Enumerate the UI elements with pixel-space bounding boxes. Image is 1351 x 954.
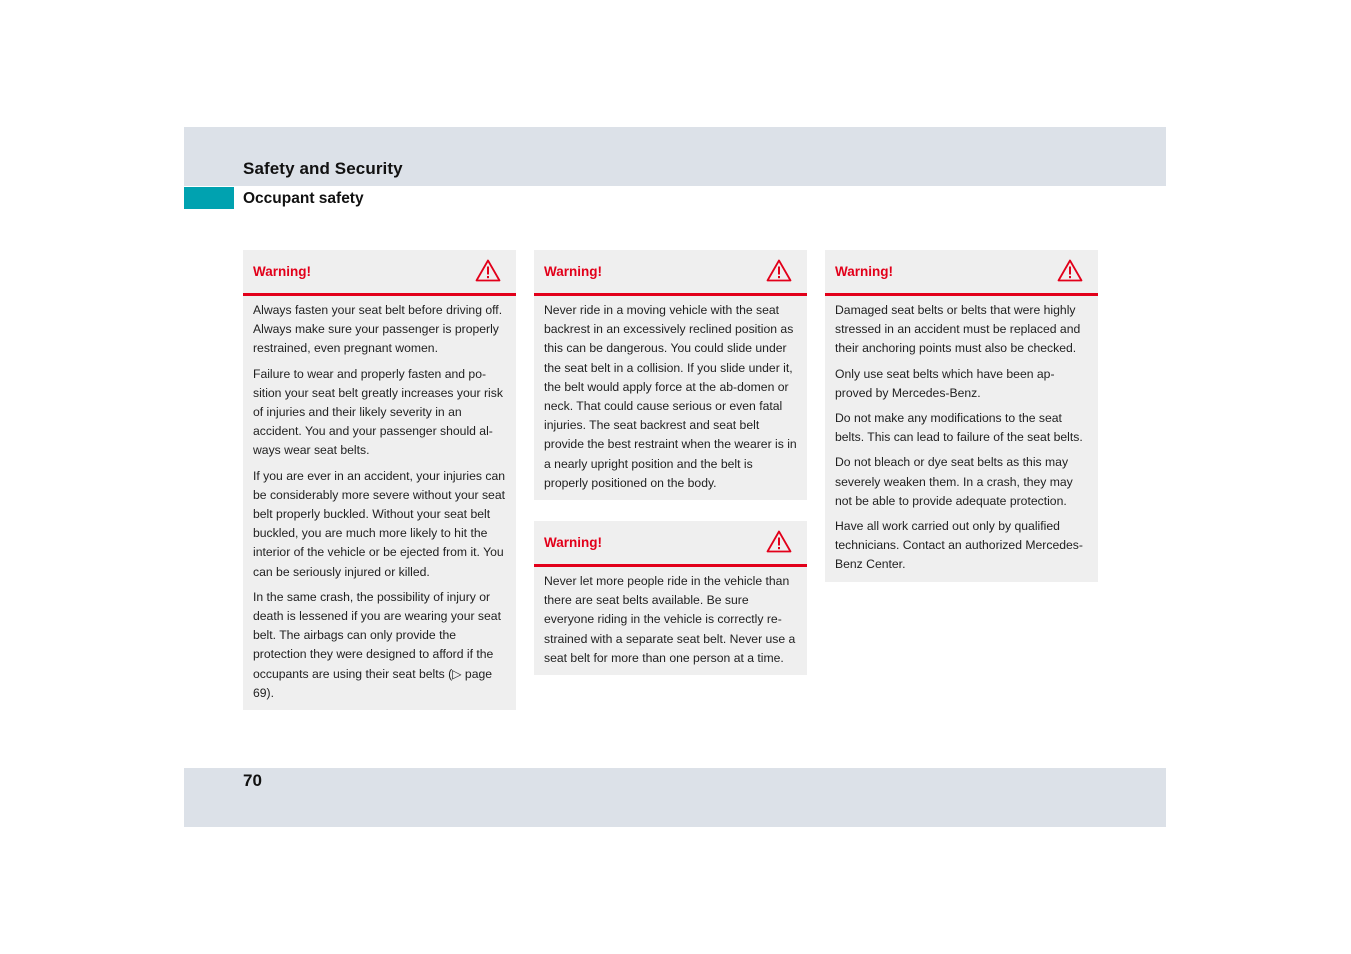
- warning-paragraph: Only use seat belts which have been ap-proved by Mercedes-Benz.: [835, 366, 1055, 400]
- warning-triangle-icon: [1057, 259, 1083, 282]
- warning-triangle-icon: [766, 530, 792, 553]
- warning-paragraph: Do not make any modifications to the seat belts. This can lead to failure of the seat belts.: [835, 411, 1083, 445]
- warning-paragraph: In the same crash, the possibility of injury or death is lessened if you are wearing your seat belt. The airbags can only provide the protection they were designed to afford if the occupants are using their seat belts (▷ page 69).: [253, 589, 501, 700]
- warning-label: Warning!: [544, 264, 602, 279]
- warning-box-belt-fasten: [243, 250, 516, 710]
- warning-label: Warning!: [835, 264, 893, 279]
- warning-paragraph: Always fasten your seat belt before driving off. Always make sure your passenger is properly restrained, even pregnant women.: [253, 303, 503, 356]
- warning-body: [825, 296, 1098, 582]
- warning-paragraph: Damaged seat belts or belts that were highly stressed in an accident must be replaced and their anchoring points must also be checked.: [835, 303, 1081, 356]
- footer-band: [184, 768, 1166, 827]
- chapter-title: Safety and Security: [243, 159, 403, 178]
- warning-header: [534, 250, 807, 296]
- warning-paragraph: Never ride in a moving vehicle with the seat backrest in an excessively reclined position as this can be dangerous. You could slide under the seat belt in a collision. If you slide under it, the belt would apply force at the ab-domen or neck. That could cause serious or even fatal injuries. The seat backrest and seat belt provide the best restraint when the wearer is in a nearly upright position and the belt is properly positioned on the body.: [544, 303, 797, 490]
- section-marker-tab: [184, 187, 234, 209]
- warning-box-damaged-belts: [825, 250, 1098, 582]
- warning-paragraph: Never let more people ride in the vehicle than there are seat belts available. Be sure everyone riding in the vehicle is correctly re-strained with a separate seat belt. Never use a seat belt for more than one person at a time.: [544, 574, 796, 665]
- warning-box-reclined-seat: [534, 250, 807, 500]
- warning-body: [534, 567, 807, 675]
- warning-body: [534, 296, 807, 500]
- warning-paragraph: Do not bleach or dye seat belts as this may severely weaken them. In a crash, they may not be able to provide adequate protection.: [835, 455, 1073, 508]
- warning-paragraph: If you are ever in an accident, your injuries can be considerably more severe without your seat belt properly buckled. Without your seat belt buckled, you are much more likely to hit the interior of the vehicle or be ejected from it. You can be seriously injured or killed.: [253, 468, 506, 579]
- warning-paragraph: Failure to wear and properly fasten and po-sition your seat belt greatly increases your risk of injuries and their likely severity in an accident. You and your passenger should al-ways wear seat belts.: [253, 366, 503, 458]
- section-title: Occupant safety: [243, 190, 364, 207]
- warning-header: [243, 250, 516, 296]
- warning-header: [825, 250, 1098, 296]
- warning-label: Warning!: [253, 264, 311, 279]
- warning-label: Warning!: [544, 535, 602, 550]
- warning-header: [534, 521, 807, 567]
- warning-paragraph: Have all work carried out only by qualified technicians. Contact an authorized Mercedes-Benz Center.: [835, 519, 1083, 572]
- warning-triangle-icon: [475, 259, 501, 282]
- warning-box-occupant-count: [534, 521, 807, 675]
- warning-body: [243, 296, 516, 710]
- page-number: 70: [243, 771, 262, 790]
- warning-triangle-icon: [766, 259, 792, 282]
